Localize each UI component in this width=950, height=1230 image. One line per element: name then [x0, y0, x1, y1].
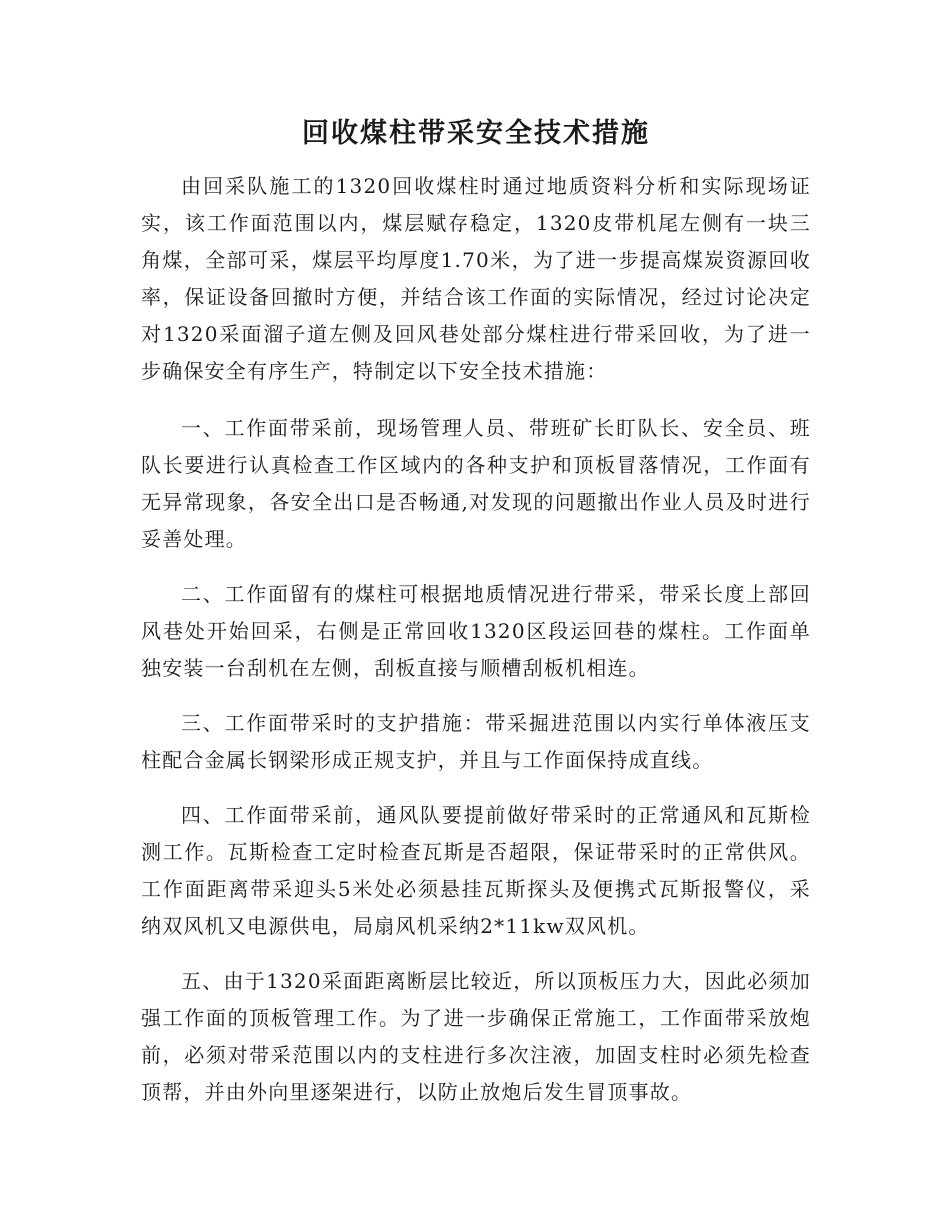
document-page [141, 108, 811, 1129]
measure-paragraph-5: 五、由于1320采面距离断层比较近，所以顶板压力大，因此必须加强工作面的顶板管理工作。为了进一步确保正常施工，工作面带采放炮前，必须对带采范围以内的支柱进行多次注液，加固支柱时必须先检查顶帮，并由外向里逐架进行，以防止放炮后发生冒顶事故。 [141, 969, 811, 1104]
measure-paragraph-1: 一、工作面带采前，现场管理人员、带班矿长盯队长、安全员、班队长要进行认真检查工作区域内的各种支护和顶板冒落情况，工作面有无异常现象，各安全出口是否畅通,对发现的问题撤出作业人员及时进行妥善处理。 [141, 416, 811, 551]
document-title: 回收煤柱带采安全技术措施 [302, 118, 650, 149]
measure-paragraph-3: 三、工作面带采时的支护措施：带采掘进范围以内实行单体液压支柱配合金属长钢梁形成正规支护，并且与工作面保持成直线。 [141, 711, 811, 772]
measure-paragraph-4: 四、工作面带采前，通风队要提前做好带采时的正常通风和瓦斯检测工作。瓦斯检查工定时检查瓦斯是否超限，保证带采时的正常供风。工作面距离带采迎头5米处必须悬挂瓦斯探头及便携式瓦斯报警仪，采纳双风机又电源供电，局扇风机采纳2*11kw双风机。 [141, 803, 811, 938]
measure-paragraph-2: 二、工作面留有的煤柱可根据地质情况进行带采，带采长度上部回风巷处开始回采，右侧是正常回收1320区段运回巷的煤柱。工作面单独安装一台刮机在左侧，刮板直接与顺槽刮板机相连。 [141, 582, 811, 680]
intro-paragraph: 由回采队施工的1320回收煤柱时通过地质资料分析和实际现场证实，该工作面范围以内，煤层赋存稳定，1320皮带机尾左侧有一块三角煤，全部可采，煤层平均厚度1.70米，为了进一步提高煤炭资源回收率，保证设备回撤时方便，并结合该工作面的实际情况，经过讨论决定对1320采面溜子道左侧及回风巷处部分煤柱进行带采回收，为了进一步确保安全有序生产，特制定以下安全技术措施： [141, 174, 811, 383]
